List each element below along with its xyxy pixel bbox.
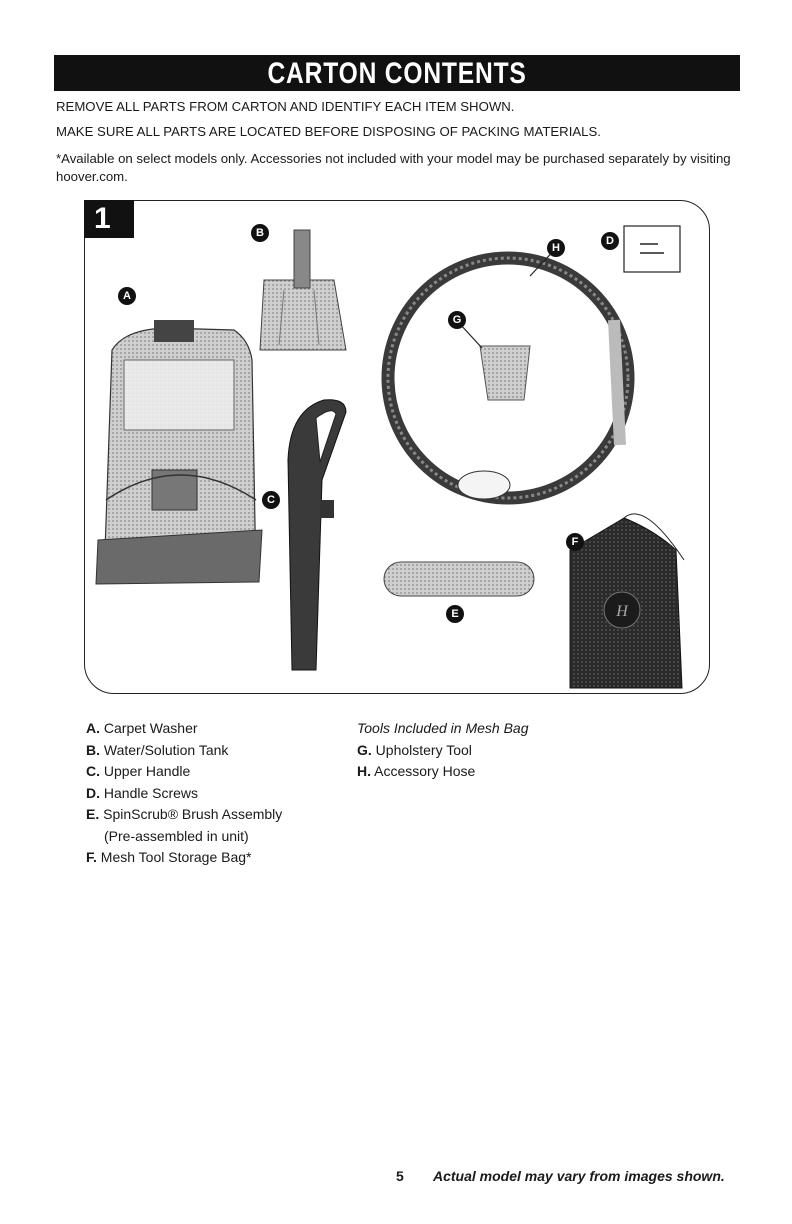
page-number: 5 [396,1168,404,1184]
list-item: A. Carpet Washer [86,720,198,736]
upholstery-tool-image [460,324,530,400]
step-number: 1 [84,200,134,238]
bag-logo: H [616,603,628,620]
callout-a: A [118,287,136,305]
parts-list [86,718,282,869]
callout-g: G [448,311,466,329]
list-item: F. Mesh Tool Storage Bag* [86,849,252,865]
upper-handle-image [288,400,346,670]
tools-heading: Tools Included in Mesh Bag [357,720,529,736]
callout-h: H [547,239,565,257]
parts-illustration [84,200,710,694]
mesh-bag-tools-list [357,718,528,783]
availability-note: *Available on select models only. Accessories not included with your model may be purchased separately by visiting hoover.com. [56,151,731,184]
spinscrub-brush-image [384,562,534,596]
list-item: H. Accessory Hose [357,763,476,779]
instruction-line-2: MAKE SURE ALL PARTS ARE LOCATED BEFORE DISPOSING OF PACKING MATERIALS. [56,124,601,139]
callout-c: C [262,491,280,509]
list-item: E. SpinScrub® Brush Assembly [86,806,283,822]
carpet-washer-image [96,320,262,584]
list-item: C. Upper Handle [86,763,191,779]
callout-d: D [601,232,619,250]
list-item: G. Upholstery Tool [357,741,472,758]
instruction-line-1: REMOVE ALL PARTS FROM CARTON AND IDENTIFY EACH ITEM SHOWN. [56,99,515,114]
callout-e: E [446,605,464,623]
mesh-bag-image [570,514,684,688]
page-title: CARTON CONTENTS [54,55,740,91]
handle-screws-image [624,226,680,272]
callout-b: B [251,224,269,242]
list-item: D. Handle Screws [86,784,199,801]
footer-note: Actual model may vary from images shown. [433,1168,725,1184]
water-tank-image [260,230,346,350]
list-item: B. Water/Solution Tank [86,741,229,758]
callout-f: F [566,533,584,551]
list-item-subtext: (Pre-assembled in unit) [104,827,249,844]
